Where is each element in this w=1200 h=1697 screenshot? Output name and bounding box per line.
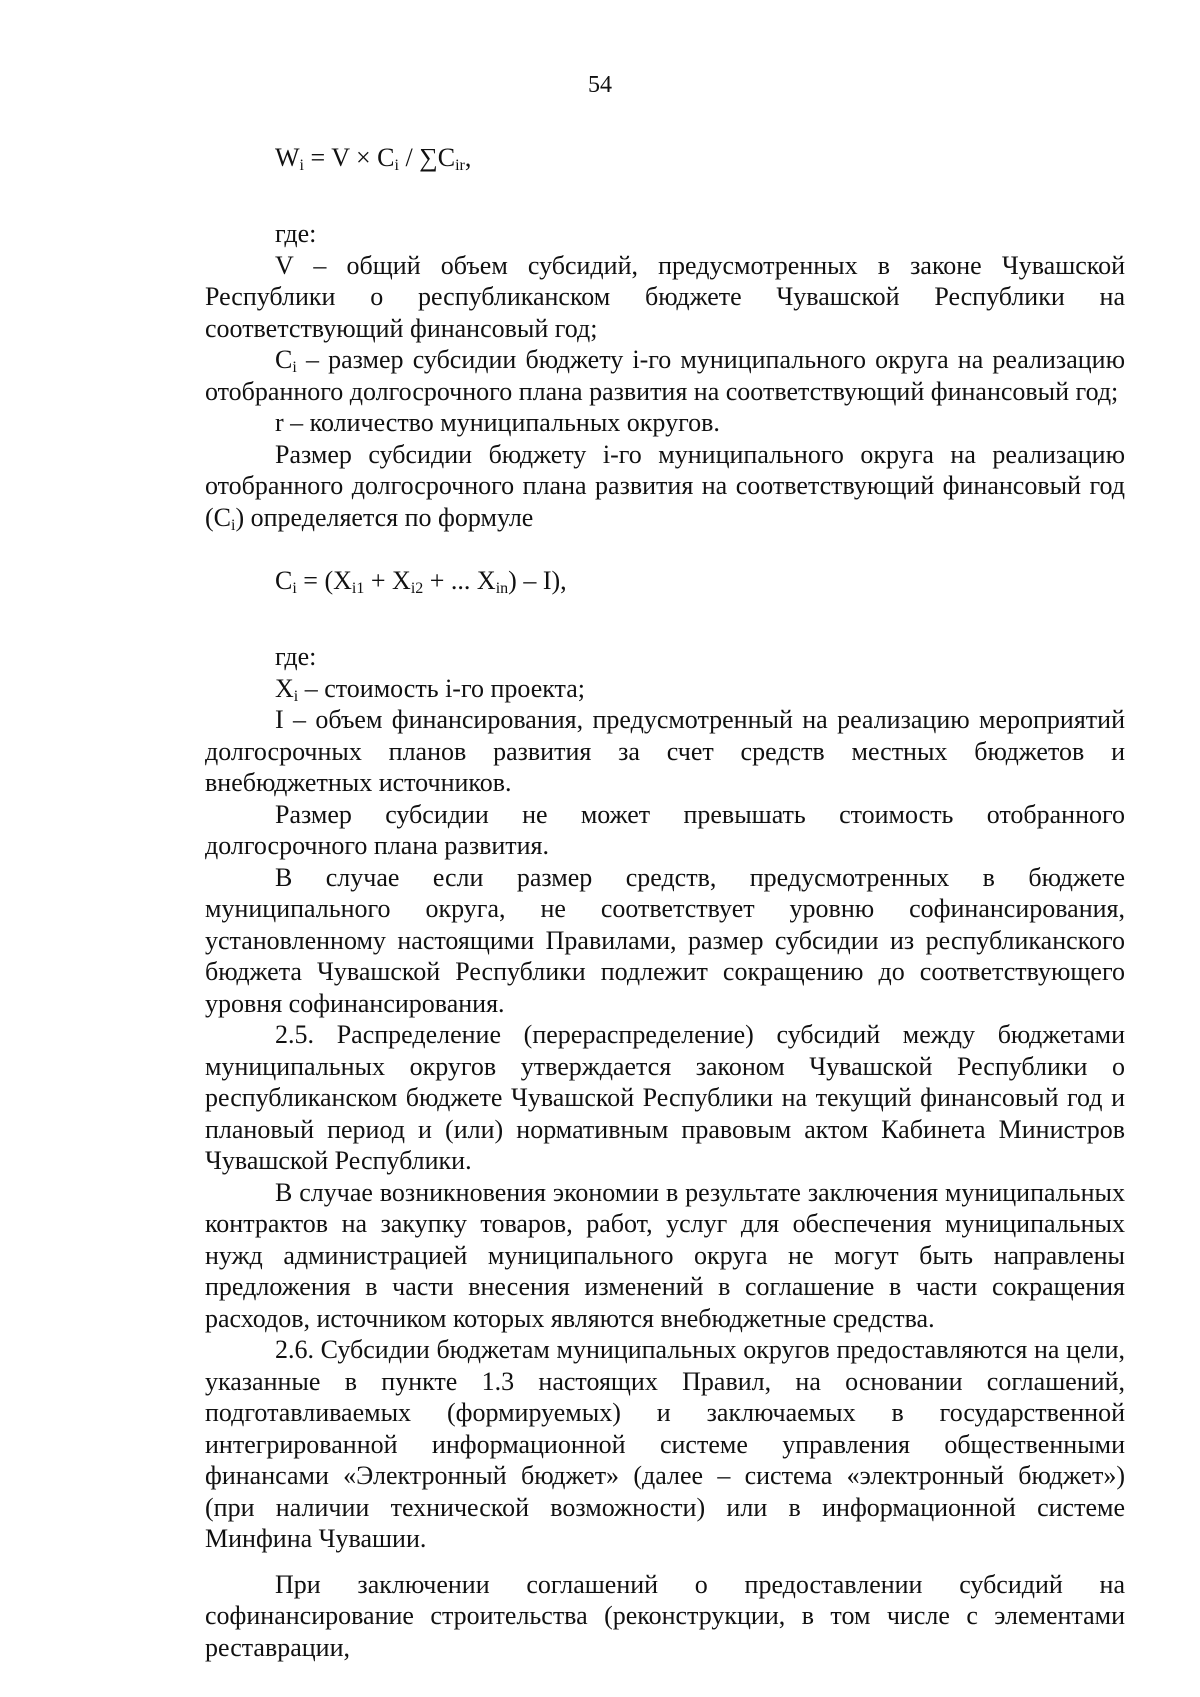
where-label: где: [275,219,317,248]
definition-v: V – общий объем субсидий, предусмотренных в законе Чувашской Республики о республиканском бюджете Чувашской Республики на соответствующий финансовый год; [205,250,1125,343]
definition-r: r – количество муниципальных округов. [275,408,720,437]
definition-ci: $C_i$ – размер субсидии бюджету i-го муниципального округа на реализацию отобранного долгосрочного плана развития на соответствующий финансовый год; [205,345,1125,406]
subsidy-size-intro: Размер субсидии бюджету i-го муниципального округа на реализацию отобранного долгосрочного плана развития на соответствующий финансовый год $(C_i)$ определяется по формуле [205,439,1125,534]
where-label-2: где: [275,642,317,671]
paragraph-conclusion: При заключении соглашений о предоставлении субсидий на софинансирование строительства (реконструкции, в том числе с элементами реставрации, [205,1569,1125,1662]
document-body [205,142,1125,1663]
paragraph-limit: Размер субсидии не может превышать стоимость отобранного долгосрочного плана развития. [205,799,1125,860]
paragraph-2-5: 2.5. Распределение (перераспределение) субсидий между бюджетами муниципальных округов утверждается законом Чувашской Республики о республиканском бюджете Чувашской Республики на текущий финансовый год и плановый период и (или) нормативным правовым актом Кабинета Министров Чувашской Республики. [205,1020,1125,1175]
paragraph-economy: В случае возникновения экономии в результате заключения муниципальных контрактов на закупку товаров, работ, услуг для обеспечения муниципальных нужд администрацией муниципального округа не могут быть направлены предложения в части внесения изменений в соглашение в части сокращения расходов, источником которых являются внебюджетные средства. [205,1177,1125,1333]
definition-xi: $X_i$ – стоимость i-го проекта; [275,673,585,705]
formula-subsidy-share: $W_i = V \times C_i / \sum C_{ir}$, [275,143,472,174]
definition-i: I – объем финансирования, предусмотренный на реализацию мероприятий долгосрочных планов развития за счет средств местных бюджетов и внебюджетных источников. [205,705,1125,797]
paragraph-2-6: 2.6. Субсидии бюджетам муниципальных округов предоставляются на цели, указанные в пункте 1.3 настоящих Правил, на основании соглашений, подготавливаемых (формируемых) и заключаемых в государственной интегрированной информационной системе управления общественными финансами «Электронный бюджет» (далее – система «электронный бюджет») (при наличии технической возможности) или в информационной системе Минфина Чувашии. [205,1335,1125,1553]
formula-subsidy-size: $C_i = (X_{i1} + X_{i2}$ + ... $X_{in}) - I$), [275,566,567,597]
page-number: 54 [588,72,612,98]
paragraph-reduction: В случае если размер средств, предусмотренных в бюджете муниципального округа, не соответствует уровню софинансирования, установленному настоящими Правилами, размер субсидии из республиканского бюджета Чувашской Республики подлежит сокращению до соответствующего уровня софинансирования. [205,862,1125,1018]
